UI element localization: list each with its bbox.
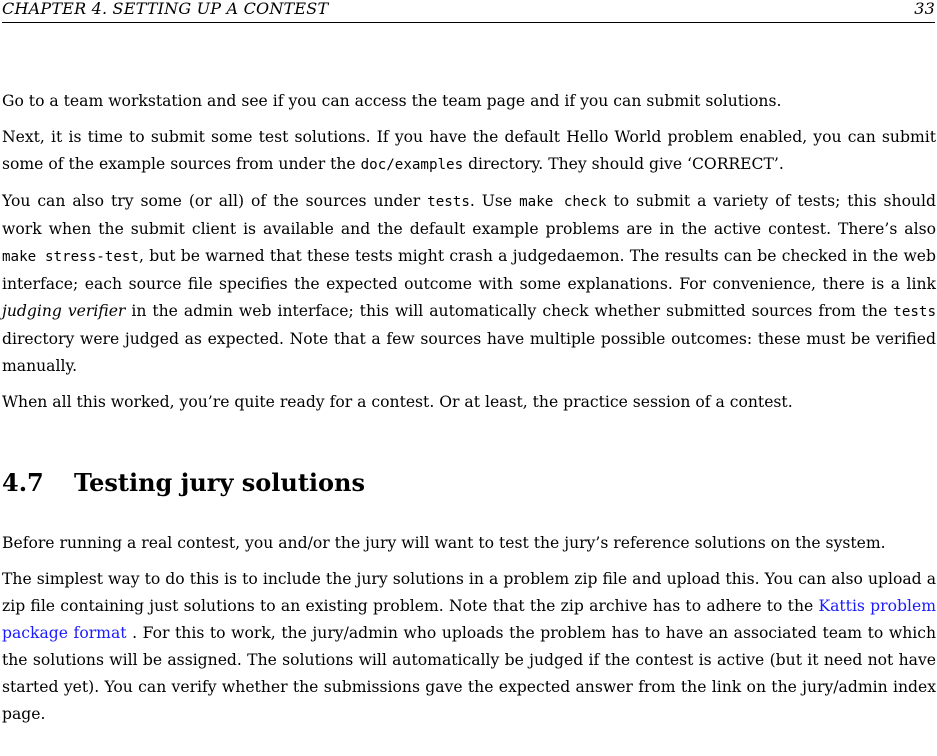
intro-text-block [2, 88, 936, 425]
code-doc-examples: doc/examples [360, 157, 464, 173]
paragraph-test-solutions [2, 124, 936, 179]
paragraph-text: The simplest way to do this is to include the jury solutions in a problem zip file and upload this. You can also upload a zip file containing just solutions to an existing problem. Note that the zip archive has to adhere to the [2, 570, 936, 615]
paragraph-team-workstation [2, 88, 936, 115]
paragraph-text: Next, it is time to submit some test solutions. If you have the default Hello World problem enabled, you can submit some of the example sources from under the [2, 128, 936, 173]
paragraph-text: When all this worked, you’re quite ready for a contest. Or at least, the practice session of a contest. [2, 393, 793, 411]
paragraph-ready [2, 389, 936, 416]
paragraph-text: Go to a team workstation and see if you can access the team page and if you can submit solutions. [2, 92, 782, 110]
paragraph-text: directory. They should give ‘CORRECT’. [463, 155, 784, 173]
paragraph-text: in the admin web interface; this will automatically check whether submitted sources from the [125, 302, 894, 320]
paragraph-text: to submit a variety of tests; this should work when the submit client is available and the default example problems are in the active contest. There’s also [2, 192, 936, 238]
code-tests: tests [427, 194, 470, 210]
judging-verifier-term: judging verifier [2, 302, 126, 320]
paragraph-tests-sources [2, 188, 936, 380]
paragraph-text: You can also try some (or all) of the sources under [2, 192, 428, 210]
kattis-format-link[interactable]: Kattis problem package format [2, 597, 936, 642]
chapter-title: CHAPTER 4. SETTING UP A CONTEST [2, 0, 329, 18]
paragraph-zip-upload [2, 566, 936, 728]
paragraph-text: . Use [469, 192, 520, 210]
section-number: 4.7 [2, 468, 44, 497]
paragraph-text: Before running a real contest, you and/or the jury will want to test the jury’s reference solutions on the system. [2, 534, 886, 552]
paragraph-text: . For this to work, the jury/admin who uploads the problem has to have an associated team to which the solutions will be assigned. The solutions will automatically be judged if the contest is active (but it need not have started yet). You can verify whether the submissions gave the expected answer from the link on the jury/admin index page. [2, 624, 936, 723]
paragraph-text: directory were judged as expected. Note that a few sources have multiple possible outcomes: these must be verified manually. [2, 330, 936, 375]
code-tests-dir: tests [893, 304, 936, 320]
code-make-check: make check [519, 194, 607, 210]
paragraph-before-contest [2, 530, 936, 557]
page-number: 33 [914, 0, 935, 18]
section-text-block [2, 530, 936, 737]
section-title: Testing jury solutions [74, 468, 366, 497]
running-header [2, 0, 935, 23]
paragraph-text: , but be warned that these tests might crash a judgedaemon. The results can be checked in the web interface; each source file specifies the expected outcome with some explanations. For convenience, there is a link [2, 247, 936, 293]
code-make-stress-test: make stress-test [2, 249, 139, 265]
section-heading [2, 465, 365, 501]
